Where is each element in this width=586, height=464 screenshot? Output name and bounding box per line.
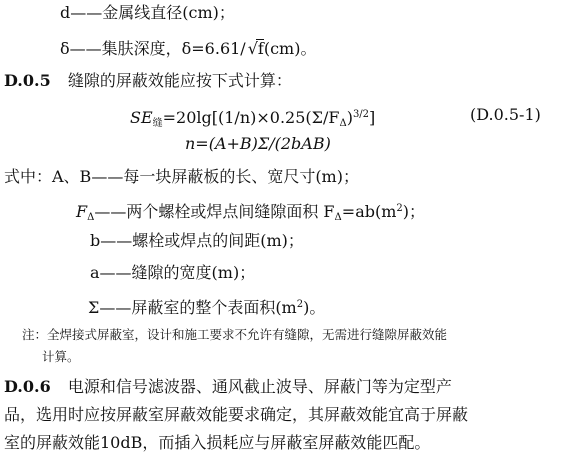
definition-b-text: b——螺栓或焊点的间距(m)；	[90, 231, 304, 250]
eq-se-body: =20lg[(1/n)×0.25(Σ/F	[162, 108, 340, 127]
equation-se: $SE_缝=20\lg[(1/n)\times 0.25(\Sigma/F_\Delta)^{3/2}]$	[130, 108, 376, 129]
clause-d06-text-1: 电源和信号滤波器、通风截止波导、屏蔽门等为定型产	[67, 377, 452, 396]
definition-delta-unit: (cm)。	[263, 39, 317, 58]
note-text-1: 注：全焊接式屏蔽室，设计和施工要求不允许有缝隙，无需进行缝隙屏蔽效能	[22, 327, 448, 342]
clause-d06-line-3	[4, 432, 430, 454]
note-text-2: 计算。	[42, 349, 80, 364]
definition-sigma-text: Σ——屏蔽室的整个表面积(m	[88, 298, 297, 317]
note-line-1	[22, 326, 447, 344]
clause-d06-line-2	[4, 404, 468, 426]
eq-se-symbol: SE	[130, 108, 153, 127]
eq-se-subscript: 缝	[152, 118, 163, 129]
where-ab	[4, 166, 359, 188]
note-line-2	[42, 348, 80, 366]
definition-fdelta-text: ——两个螺栓或焊点间缝隙面积 F	[94, 202, 335, 221]
clause-text: 缝隙的屏蔽效能应按下式计算：	[67, 71, 292, 90]
definition-b	[90, 230, 304, 252]
clause-d05-heading	[4, 70, 292, 92]
clause-d06-text-2: 品，选用时应按屏蔽室屏蔽效能要求确定，其屏蔽效能宜高于屏蔽	[4, 405, 469, 424]
clause-number: D.0.5	[4, 71, 51, 90]
definition-fdelta: $F_\Delta——$两个螺栓或焊点间缝隙面积 $F_\Delta=ab(m^2)$；	[76, 202, 426, 223]
clause-d06-line-1	[4, 376, 452, 398]
eq-f-subscript: Δ	[339, 118, 347, 129]
definition-delta-text: δ——集肤深度，δ=6.61/	[60, 39, 246, 58]
equation-n-text: n=(A+B)Σ/(2bAB)	[185, 134, 331, 153]
definition-d	[60, 2, 235, 24]
definition-delta	[60, 38, 316, 60]
definition-a	[90, 262, 255, 284]
eq-exponent: 3/2	[352, 109, 370, 120]
clause-d06-text-3: 室的屏蔽效能10dB，而插入损耗应与屏蔽室屏蔽效能匹配。	[4, 433, 431, 452]
definition-d-text: d——金属线直径(cm)；	[60, 3, 235, 22]
equation-n	[185, 133, 331, 155]
clause-d06-number: D.0.6	[4, 377, 51, 396]
where-ab-text: 式中：A、B——每一块屏蔽板的长、宽尺寸(m)；	[4, 167, 359, 186]
sqrt-f: √f	[247, 39, 264, 58]
definition-a-text: a——缝隙的宽度(m)；	[90, 263, 256, 282]
equation-ref-text: (D.0.5-1)	[470, 105, 541, 124]
definition-sigma: Σ——屏蔽室的整个表面积$(m^2)$。	[88, 298, 326, 317]
equation-ref	[470, 104, 541, 126]
